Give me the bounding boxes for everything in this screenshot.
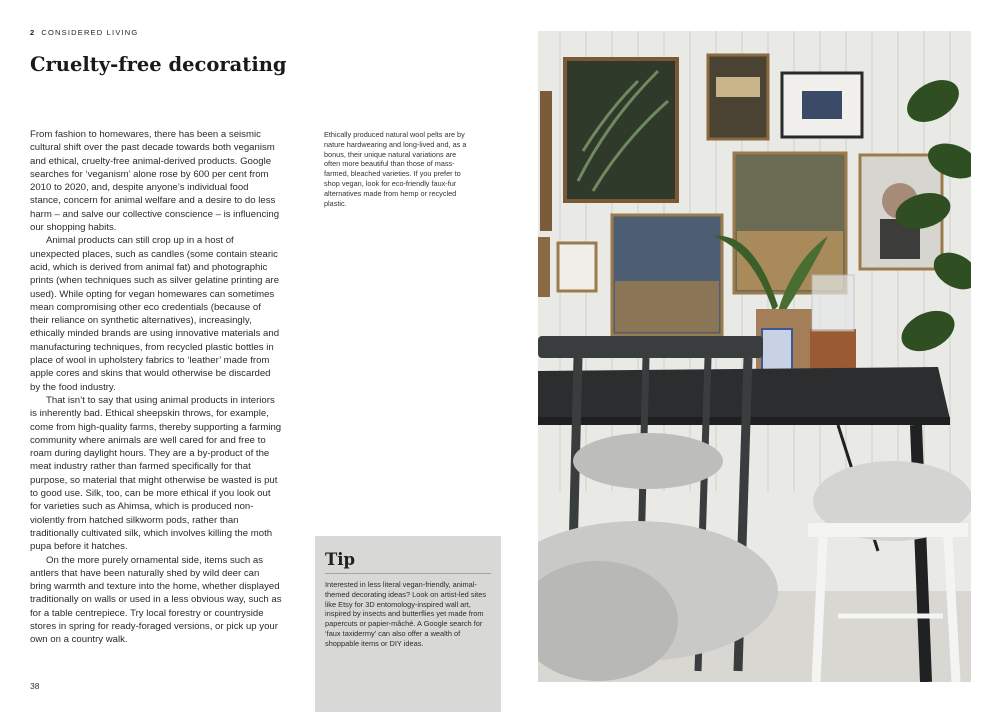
page-number: 38 [30,681,40,691]
photo-caption: Ethically produced natural wool pelts are by nature hardwearing and long-lived and, as a bonus, their unique natural variations are often more beautiful than those of mass-farmed, bleached varieties. If you prefer to shop vegan, look for eco-friendly faux-fur alternatives made from hemp or recycled plastic. [324,130,467,208]
running-head [30,28,138,37]
tip-title: Tip [325,550,491,574]
body-paragraph-2: Animal products can still crop up in a host of unexpected places, such as candles (some contain stearic acid, which is derived from animal fat) and photographic prints (when techniques such as silver gelatine printing are used). While opting for vegan homewares can sometimes mean compromising other eco credentials (because of their reliance on synthetic alternatives), increasingly, ethically minded brands are using innovative materials and manufacturing techniques, from recycled plastic bottles in place of wool in upholstery fabrics to ‘leather’ made from apple cores and skins that would otherwise be discarded by the food industry. [30,235,280,393]
tip-box [315,536,501,712]
interior-photo [538,31,971,682]
article-title: Cruelty-free decorating [30,53,287,76]
article-body [30,128,282,647]
body-paragraph-3: That isn’t to say that using animal products in interiors is inherently bad. Ethical sheepskin throws, for example, come from high-quality farms, thereby supporting a farming community where animals are well cared for and free to roam during daylight hours. They are a by-product of the meat industry rather than farmed specifically for that purpose, so material that might otherwise be wasted is put to good use. Silk, too, can be more ethical if you look out for varieties such as Ahimsa, which is produced non-violently from hatched silkworm pods, rather than traditionally cultivated silk, which involves killing the moth pupa before it hatches. [30,394,282,553]
interior-photo-illustration [538,31,971,682]
section-number: 2 [30,28,36,37]
body-paragraph-1: From fashion to homewares, there has been a seismic cultural shift over the past decade towards both veganism and ethical, cruelty-free animal-derived products. Google searches for ‘veganism’ alone rose by 600 per cent from 2010 to 2020, and, despite anyone’s individual food stance, concern for animal welfare and a desire to do less harm – and salve our collective conscience – is influencing our shopping habits. [30,129,280,234]
body-paragraph-4: On the more purely ornamental side, items such as antlers that have been naturally shed by wild deer can bring warmth and texture into the home, whether displayed traditionally on walls or used in a less obvious way, such as for a table centrepiece. Try local forestry or countryside stores in spring for ready-foraged versions, or pick up your own on a country walk. [30,554,282,646]
section-title: CONSIDERED LIVING [41,28,139,37]
tip-text: Interested in less literal vegan-friendly, animal-themed decorating ideas? Look on artist-led sites like Etsy for 3D entomology-inspired wall art, inspired by insects and butterflies yet made from papercuts or papier-mâché. A Google search for ‘faux taxidermy’ can also offer a wealth of shoppable items or DIY ideas. [325,580,487,648]
